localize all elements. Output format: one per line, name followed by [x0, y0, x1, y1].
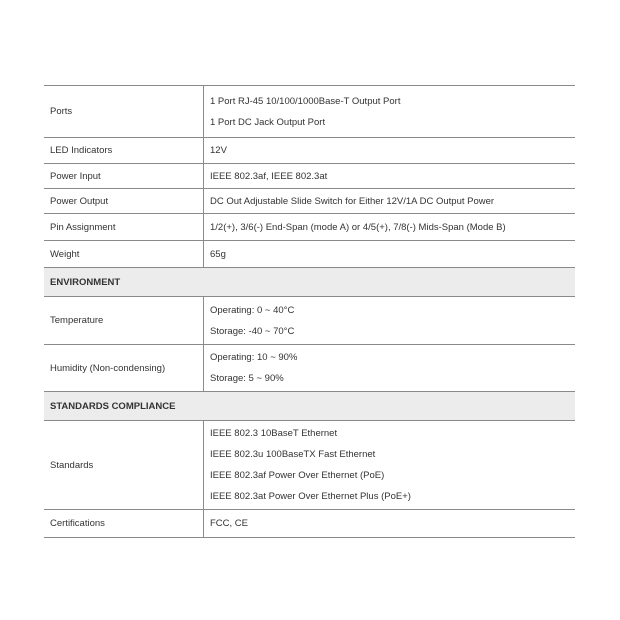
spec-label: Standards: [44, 421, 204, 509]
spec-row-weight: [44, 241, 575, 268]
spec-value: [204, 241, 575, 267]
spec-row-pin-assignment: [44, 214, 575, 241]
spec-value-line: Operating: 10 ~ 90%: [210, 352, 298, 363]
spec-value-line: Operating: 0 ~ 40°C: [210, 304, 295, 316]
section-header-environment: ENVIRONMENT: [44, 268, 575, 297]
section-header-standards-compliance: STANDARDS COMPLIANCE: [44, 392, 575, 421]
spec-row-power-input: [44, 164, 575, 189]
spec-label: Ports: [44, 86, 204, 137]
spec-value-line: 65g: [210, 248, 226, 260]
spec-value-line: 1 Port RJ-45 10/100/1000Base-T Output Port: [210, 95, 401, 107]
spec-value-line: IEEE 802.3 10BaseT Ethernet: [210, 428, 338, 439]
spec-value-line: 1/2(+), 3/6(-) End-Span (mode A) or 4/5(+), 7/8(-) Mids-Span (Mode B): [210, 221, 506, 233]
spec-value: [204, 214, 575, 240]
spec-value: [204, 421, 575, 509]
spec-value-line: 1 Port DC Jack Output Port: [210, 116, 326, 128]
spec-label: Pin Assignment: [44, 214, 204, 240]
spec-value-line: IEEE 802.3u 100BaseTX Fast Ethernet: [210, 449, 376, 460]
spec-value: [204, 510, 575, 537]
spec-value: [204, 189, 575, 213]
spec-row-ports: [44, 86, 575, 138]
spec-value-line: IEEE 802.3af Power Over Ethernet (PoE): [210, 470, 385, 481]
spec-label: Humidity (Non-condensing): [44, 345, 204, 391]
spec-row-led-indicators: [44, 138, 575, 164]
spec-label: Power Output: [44, 189, 204, 213]
spec-label: Temperature: [44, 297, 204, 344]
spec-value: [204, 138, 575, 163]
spec-value-line: Storage: 5 ~ 90%: [210, 373, 284, 384]
spec-value-line: Storage: -40 ~ 70°C: [210, 325, 295, 337]
spec-value-line: 12V: [210, 145, 227, 156]
spec-row-standards: [44, 421, 575, 510]
spec-value: [204, 86, 575, 137]
spec-row-certifications: [44, 510, 575, 538]
spec-value-line: FCC, CE: [210, 518, 248, 529]
spec-value: [204, 345, 575, 391]
spec-row-temperature: [44, 297, 575, 345]
spec-label: Power Input: [44, 164, 204, 188]
spec-label: Certifications: [44, 510, 204, 537]
spec-row-humidity: [44, 345, 575, 392]
spec-value-line: DC Out Adjustable Slide Switch for Either 12V/1A DC Output Power: [210, 195, 495, 207]
spec-value-line: IEEE 802.3af, IEEE 802.3at: [210, 170, 328, 182]
spec-value: [204, 164, 575, 188]
spec-label: Weight: [44, 241, 204, 267]
spec-row-power-output: [44, 189, 575, 214]
spec-value: [204, 297, 575, 344]
spec-value-line: IEEE 802.3at Power Over Ethernet Plus (PoE+): [210, 491, 411, 502]
spec-table: [44, 85, 575, 538]
spec-label: LED Indicators: [44, 138, 204, 163]
